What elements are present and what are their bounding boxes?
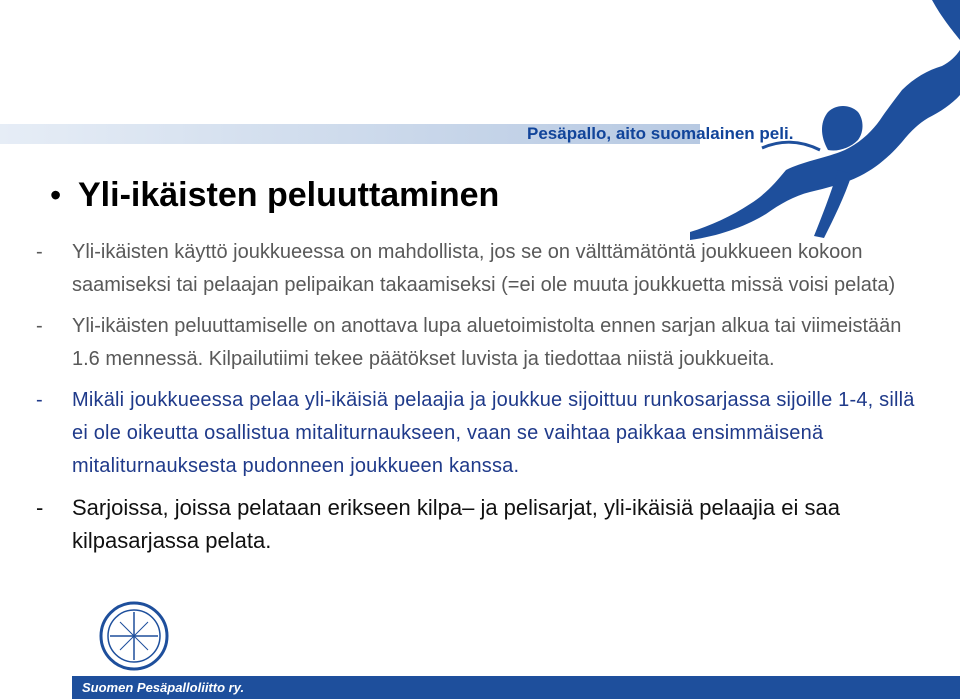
item-marker: - [36, 315, 43, 337]
title-row [50, 172, 650, 218]
org-name: Suomen Pesäpalloliitto ry. [82, 680, 245, 695]
list-item [36, 236, 916, 302]
batter-silhouette-icon [670, 0, 960, 250]
bullet-list [36, 236, 916, 565]
item-text: Sarjoissa, joissa pelataan erikseen kilpa– ja pelisarjat, yli-ikäisiä pelaajia ei saa kilpasarjassa pelata. [72, 495, 840, 553]
list-item [36, 491, 916, 557]
item-text: Yli-ikäisten peluuttamiselle on anottava lupa aluetoimistolta ennen sarjan alkua tai viimeistään 1.6 mennessä. Kilpailutiimi tekee päätökset luvista ja tiedottaa niistä joukkueita. [72, 315, 902, 370]
emblem-icon [98, 600, 170, 672]
list-item [36, 384, 916, 483]
item-marker: - [36, 241, 43, 263]
slogan: Pesäpallo, aito suomalainen peli. [527, 124, 794, 143]
title-bullet: • [50, 176, 62, 213]
list-item [36, 310, 916, 376]
item-marker: - [36, 389, 43, 411]
item-text: Mikäli joukkueessa pelaa yli-ikäisiä pelaajia ja joukkue sijoittuu runkosarjassa sijoille 1-4, sillä ei ole oikeutta osallistua mitaliturnaukseen, vaan se vaihtaa paikkaa ensimmäisenä mitaliturnauksesta pudonneen joukkueen kanssa. [72, 389, 915, 477]
item-text: Yli-ikäisten käyttö joukkueessa on mahdollista, jos se on välttämätöntä joukkueen kokoon saamiseksi tai pelaajan pelipaikan takaamiseksi (=ei ole muuta joukkuetta missä voisi pelata) [72, 241, 896, 296]
item-marker: - [36, 495, 44, 520]
slide-title: Yli-ikäisten peluuttaminen [78, 175, 500, 214]
